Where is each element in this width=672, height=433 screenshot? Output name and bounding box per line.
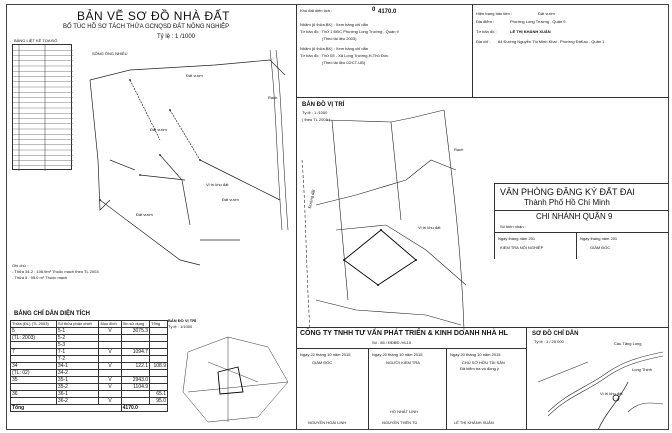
scale-label: Tỷ lệ : 1 /1000 <box>157 34 196 40</box>
bottom-map-title: BẢN ĐỒ VỊ TRÍ <box>168 318 197 323</box>
area-cell <box>150 356 168 363</box>
area-cell: 3075.3 <box>121 328 149 335</box>
address-label: Địa chỉ : <box>476 39 491 44</box>
area-cell <box>121 398 149 405</box>
office-divider-3 <box>576 232 577 259</box>
owner-value: LÊ THỊ KHÁNH XUÂN <box>510 29 551 34</box>
address-value: 64 Đường Nguyễn Thị Minh Khai , Phường ĐaKao , Quận 1 <box>498 39 605 44</box>
current-state-label: Hiện trạng bản tiền : <box>476 11 513 16</box>
location-map-drawing <box>296 100 496 330</box>
parcel-line-1: Nhãm (6 thửa,BK) : Xem bảng chỉ dẫn <box>300 22 369 27</box>
area-table <box>10 320 168 412</box>
company-name-2b: NGUYỄN THÊN TÚ <box>382 420 418 425</box>
company-date-3: Ngày 20 tháng 10 năm 2015 <box>450 352 501 357</box>
receipt-label: Số biên nhận : <box>500 224 526 229</box>
area-cell: (TL: 2003) <box>11 335 57 342</box>
location-label: Địa điểm : <box>476 19 495 24</box>
office-divider-2 <box>494 232 669 233</box>
parcel-drawing <box>40 40 330 270</box>
garden-label-1: Đất vườn <box>186 73 203 78</box>
company-name-2: HỒ NHẤT LINH <box>390 409 419 414</box>
area-cell: 5-1 <box>56 328 99 335</box>
area-header-cell: Số thửa phân chiết <box>56 321 99 328</box>
area-cell <box>99 370 121 377</box>
area-cell: 36-1 <box>56 391 99 398</box>
area-cell <box>121 342 149 349</box>
area-cell <box>99 391 121 398</box>
area-cell <box>150 370 168 377</box>
area-cell <box>150 349 168 356</box>
area-cell <box>99 335 121 342</box>
area-header-cell: Mục đích <box>99 321 121 328</box>
area-cell: (TL: 02) <box>11 370 57 377</box>
company-name-1: NGUYỄN HOÀI LINH <box>308 420 347 425</box>
office-divider-1 <box>494 210 669 211</box>
area-cell: 2943.0 <box>121 377 149 384</box>
table-row <box>11 363 168 370</box>
area-cell: V <box>99 349 121 356</box>
parcel-line-2: Tờ bản đồ : Thử 1 ĐĐC Phường Long Trường , Quận 9 <box>300 29 399 34</box>
guide-place-1: Cầu Tăng Long <box>614 341 642 346</box>
area-cell: 7-1 <box>56 349 99 356</box>
area-cell: 1104.9 <box>121 384 149 391</box>
area-cell: V <box>99 377 121 384</box>
company-mid-line <box>296 348 526 349</box>
area-cell: 7-2 <box>56 356 99 363</box>
info-right-divider <box>472 4 473 98</box>
office-line-3: CHI NHÁNH QUẬN 9 <box>536 212 613 221</box>
area-cell <box>99 342 121 349</box>
area-cell <box>11 384 57 391</box>
company-role-1: GIÁM ĐỐC <box>312 360 333 365</box>
table-row <box>11 391 168 398</box>
office-role-left: KIỂM TRA NỘI NGHIỆP <box>500 245 544 250</box>
land-area-value: 4170.0 <box>378 9 397 15</box>
area-table-total <box>11 405 168 412</box>
area-cell: 5 <box>11 328 57 335</box>
table-row <box>11 335 168 342</box>
area-cell: 34-1 <box>56 363 99 370</box>
location-map-title: BẢN ĐỒ VỊ TRÍ <box>302 102 345 108</box>
table-row <box>11 377 168 384</box>
area-cell <box>11 398 57 405</box>
site-location-label: Vị trí khu đất <box>206 182 229 187</box>
area-cell: V <box>99 384 121 391</box>
table-row <box>11 384 168 391</box>
parcel-line-5: Tờ bản đồ : Thử 05 - Xã Long Trường,H-Thủ Đức <box>300 53 389 58</box>
company-top-line <box>296 327 669 328</box>
area-cell: 122.1 <box>121 363 149 370</box>
location-road-label: Đường đất <box>307 188 316 209</box>
office-line-1: VĂN PHÒNG ĐĂNG KÝ ĐẤT ĐAI <box>500 187 635 197</box>
bottom-location-map <box>168 322 298 430</box>
guide-place-3: Vị trí khu đất <box>600 391 623 396</box>
table-row <box>11 349 168 356</box>
table-row <box>11 398 168 405</box>
area-cell: 5-2 <box>56 335 99 342</box>
company-doc-no: Số : 85 / ĐĐBĐ /HL15 <box>372 340 412 345</box>
area-cell: V <box>99 363 121 370</box>
area-cell: 7 <box>11 349 57 356</box>
owner-label: Tờ bản đồ : <box>476 29 497 34</box>
company-role-3: CHỦ SỞ HỮU TÀI SẢN <box>462 360 505 365</box>
area-cell <box>121 391 149 398</box>
area-cell <box>11 342 57 349</box>
company-divider-2 <box>446 348 447 430</box>
notes-title: Ghi chú : <box>12 263 29 268</box>
area-cell: 1094.7 <box>121 349 149 356</box>
location-map-note: ( theo TL 2003 ) <box>302 117 331 122</box>
area-cell: 36-2 <box>56 398 99 405</box>
area-cell: V <box>99 398 121 405</box>
area-cell <box>121 356 149 363</box>
note-2: - Thửa 5 : 95.0 m² Thuộc mạch <box>12 275 68 280</box>
subtitle: BỔ TÚC HỒ SƠ TÁCH THỬA GCNQSD ĐẤT NÔNG NGHIỆP <box>63 24 230 30</box>
area-table-title: BẢNG CHỈ DẪN DIỆN TÍCH <box>14 311 90 317</box>
area-cell: 36 <box>11 391 57 398</box>
river-label: SÔNG ÔNG NHIÊU <box>92 51 128 56</box>
area-cell: 34-2 <box>56 370 99 377</box>
area-cell <box>150 342 168 349</box>
land-area-label: Khu đất diện tích : <box>300 8 333 13</box>
location-value: Phường Long Trường , Quận 9 <box>510 19 566 24</box>
guide-map-title: SƠ ĐỒ CHỈ DẪN <box>532 331 579 337</box>
area-total-value: 4170.0 <box>121 405 167 412</box>
area-header-cell: Tổng <box>150 321 168 328</box>
area-cell: 34 <box>11 363 57 370</box>
office-line-2: Thành Phố Hồ Chí Minh <box>524 198 610 207</box>
parcel-line-6: (Theo tài liệu 02/CT-UB) <box>322 60 366 65</box>
location-canal-label: Rạch <box>454 147 464 152</box>
table-row <box>11 328 168 335</box>
office-role-right: GIÁM ĐỐC <box>590 245 611 250</box>
area-cell <box>121 335 149 342</box>
parcel-line-3: (Theo tài liệu 2003) <box>322 36 357 41</box>
guide-place-2: Long Thịnh <box>632 367 652 372</box>
area-cell: 35 <box>11 377 57 384</box>
garden-label-2: Đất vườn <box>150 127 167 132</box>
area-header-cell: Thửa (ĐL) (TL 2003) <box>11 321 57 328</box>
area-cell <box>150 384 168 391</box>
company-role-3b: Đã kiểm tra và đồng ý <box>460 366 499 371</box>
land-area-code: 0 <box>372 7 376 13</box>
company-divider-3 <box>526 327 527 430</box>
area-cell: 35-1 <box>56 377 99 384</box>
table-row <box>11 370 168 377</box>
note-1: - Thửa 34-2 : 106.9m² Thuộc mạch theo TL 2003 <box>12 269 99 274</box>
area-cell <box>150 335 168 342</box>
area-cell <box>121 370 149 377</box>
office-date-right: Ngày tháng năm 201 <box>580 236 618 241</box>
company-divider-1 <box>368 348 369 430</box>
area-cell: 65.1 <box>150 391 168 398</box>
parcel-line-4: Nhãm (6 thửa,BK) : Xem bảng chỉ dẫn <box>300 46 369 51</box>
company-date-1: Ngày 22 tháng 10 năm 2015 <box>300 352 351 357</box>
area-cell <box>11 356 57 363</box>
table-row <box>11 342 168 349</box>
table-row <box>11 356 168 363</box>
coord-table-title: BẢNG LIỆT KÊ TỌA ĐỘ <box>14 38 58 43</box>
guide-map-scale: Tỷ lệ : 1 / 25 000 <box>534 339 564 344</box>
area-cell <box>150 377 168 384</box>
garden-label-4: Đất vườn <box>136 212 153 217</box>
area-cell: 108.9 <box>150 363 168 370</box>
company-role-2: NGƯỜI KIỂM TRA <box>386 360 420 365</box>
location-map-scale: Tỷ lệ : 1 /1000 <box>302 110 328 115</box>
office-date-left: Ngày tháng năm 201 <box>498 236 536 241</box>
canal-label: Rạch <box>268 95 278 100</box>
area-total-label: Tổng <box>11 405 122 412</box>
garden-label-3: Đất vườn <box>222 197 239 202</box>
company-date-2: Ngày 20 tháng 10 năm 2015 <box>372 352 423 357</box>
main-title: BẢN VẼ SƠ ĐỒ NHÀ ĐẤT <box>77 9 230 23</box>
area-cell <box>150 328 168 335</box>
location-site-label: Vị trí khu đất <box>418 225 441 230</box>
area-cell: 5-3 <box>56 342 99 349</box>
area-table-header <box>11 321 168 328</box>
current-state-value: Đất vườn <box>538 11 555 16</box>
area-cell <box>99 356 121 363</box>
area-header-cell: Xin sử dụng <box>121 321 149 328</box>
area-cell: 95.0 <box>150 398 168 405</box>
area-cell: 35-2 <box>56 384 99 391</box>
company-name-3: LÊ THỊ KHÁNH XUÂN <box>454 420 494 425</box>
area-cell: V <box>99 328 121 335</box>
bottom-map-scale: Tỷ lệ : 1/1000 <box>168 324 193 329</box>
company-name: CÔNG TY TNHH TƯ VẤN PHÁT TRIỂN & KINH DOANH NHÀ HL <box>300 330 508 337</box>
info-divider <box>296 97 669 98</box>
